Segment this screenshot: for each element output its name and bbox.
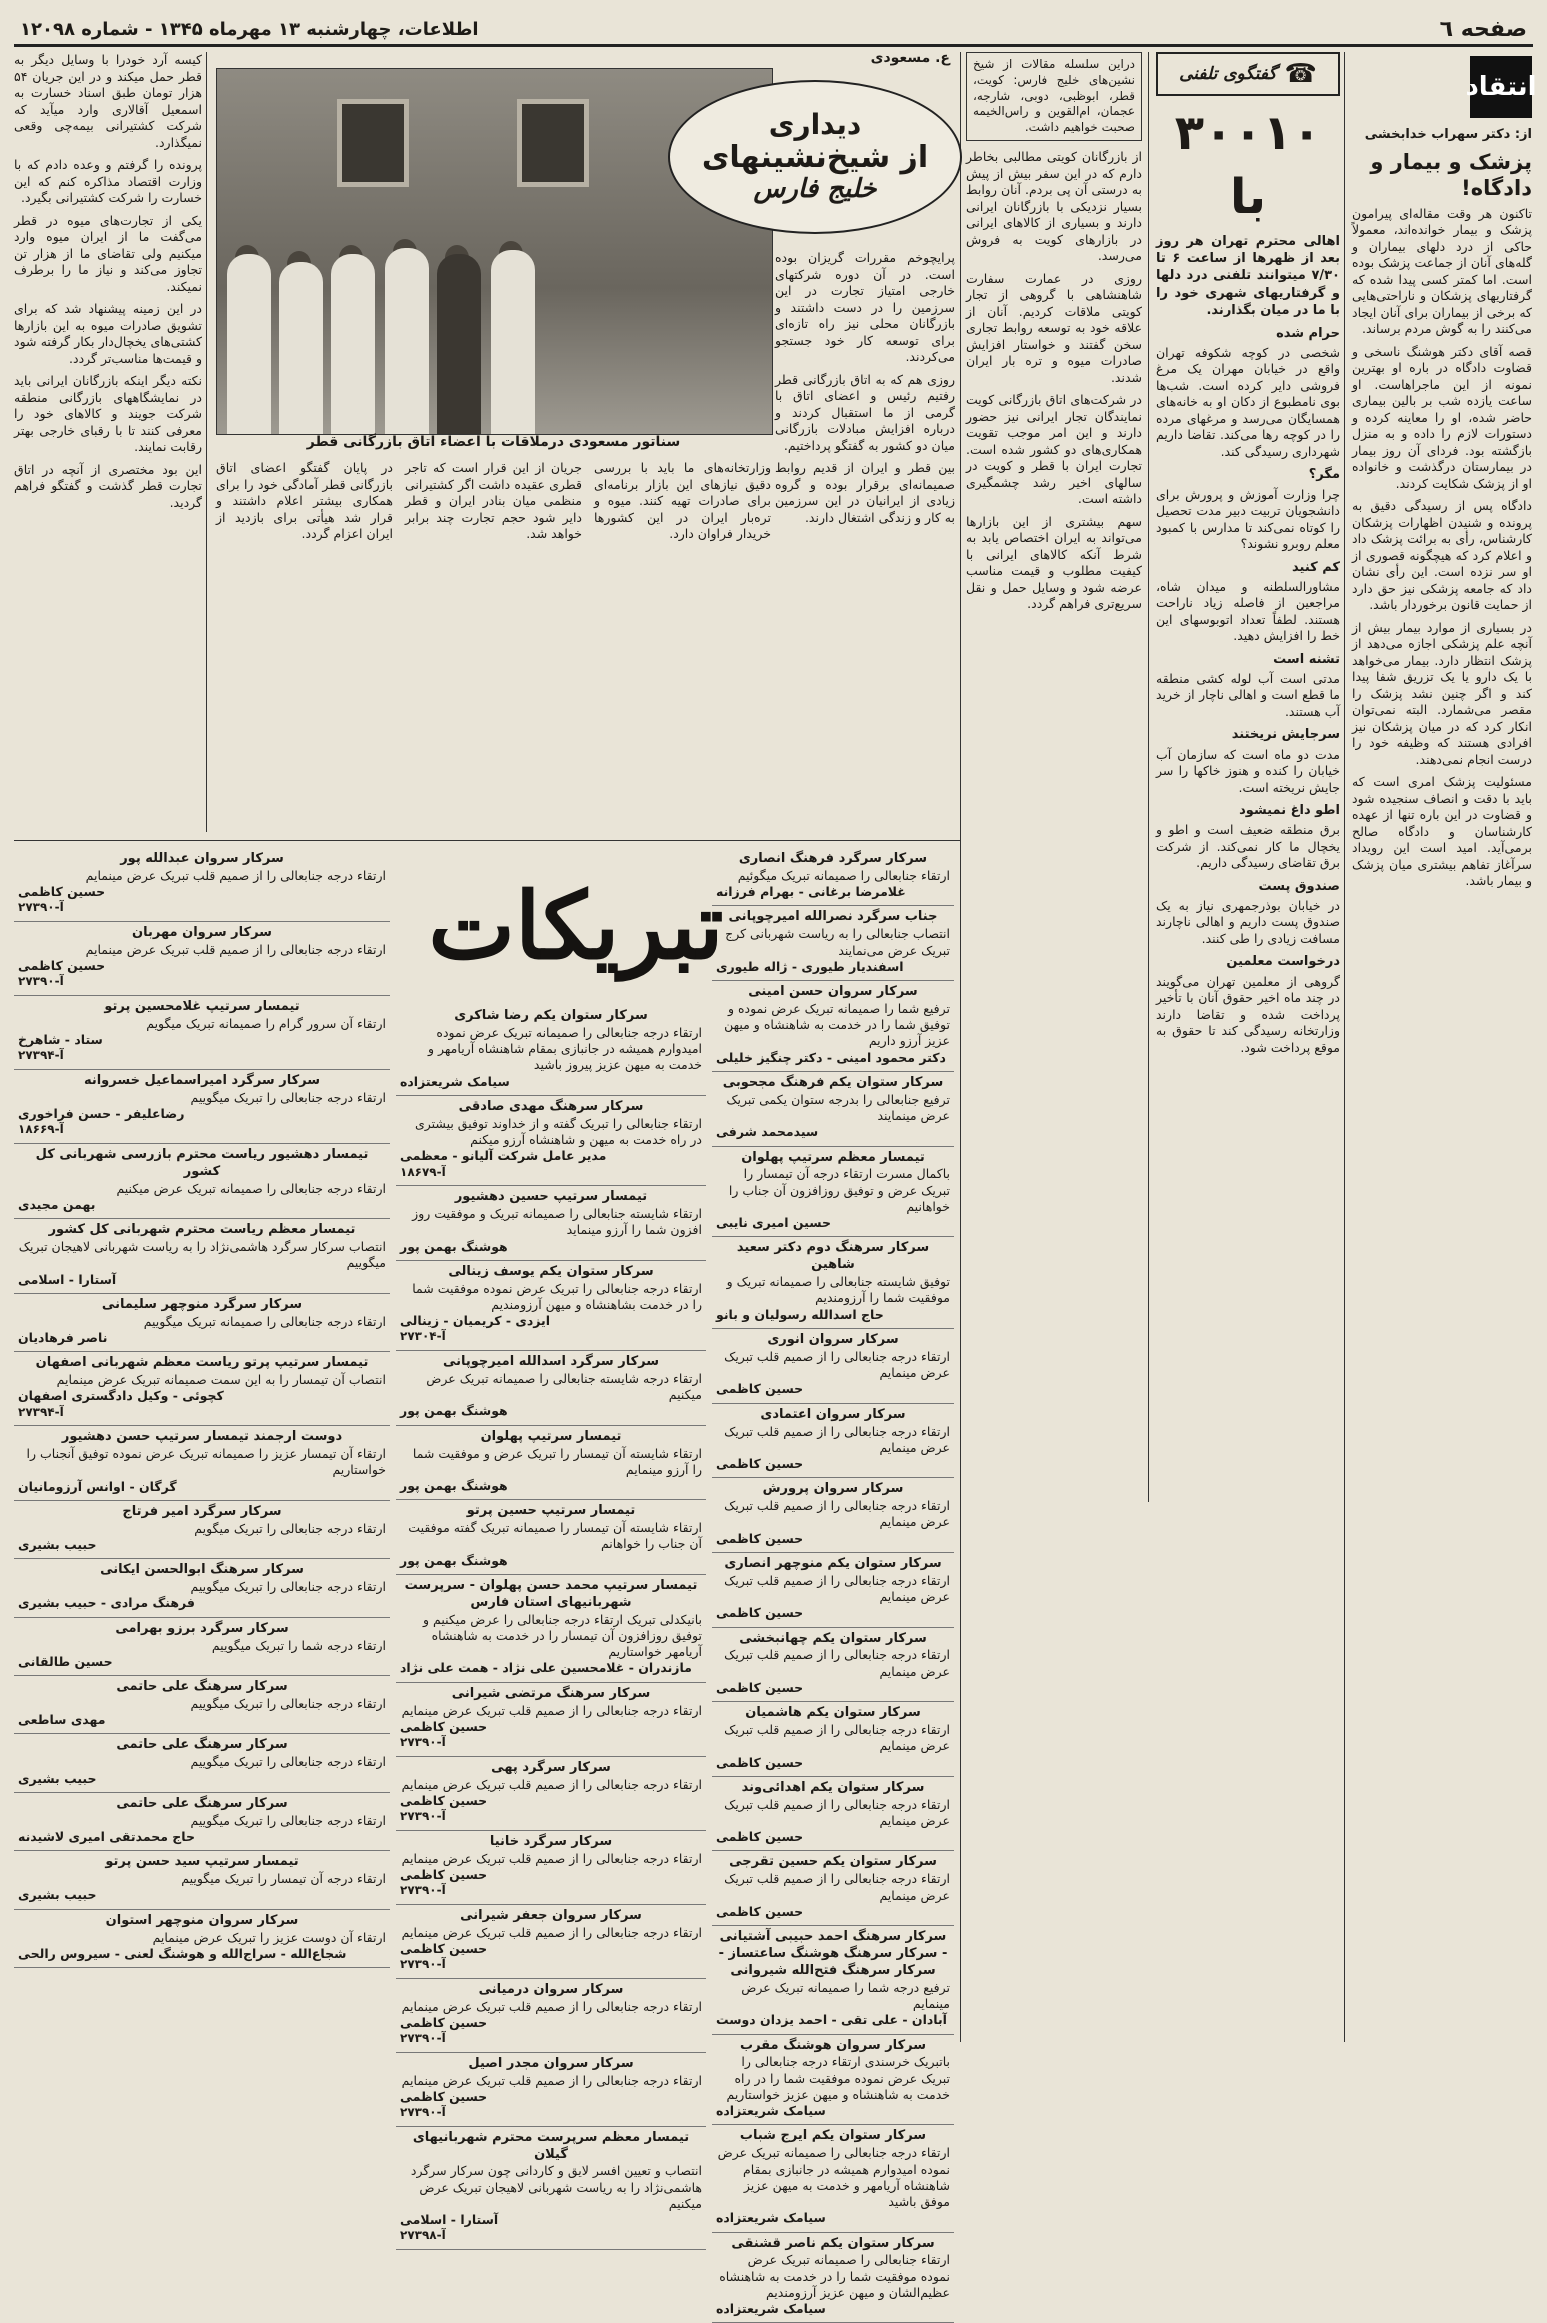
congrats-entry [14,1294,390,1352]
item-text: گروهی از معلمین تهران می‌گویند در چند ماه اخیر حقوق آنان با تأخیر پرداخت شده و تقاضا دارند وزارتخانه رسیدگی کند تا حقوق به موقع پرداخت شود. [1156,973,1340,1055]
entry-title: تیمسار معظم ریاست محترم شهربانی کل کشور [48,1222,356,1238]
entry-signature: بهمن مجیدی [18,1196,96,1212]
item-text: برق منطقه ضعیف است و اطو و یخچال ما کار نمی‌کند. از شرکت برق تقاضای رسیدگی داریم. [1156,822,1340,871]
entry-title: تیمسار سرتیپ سید حسن پرتو [105,1854,299,1870]
phone-banner [1156,52,1340,96]
entry-title: سرکار سرگرد منوچهر سلیمانی [101,1296,303,1312]
series-paragraph: در شرکت‌های اتاق بازرگانی کویت نمایندگان تجار ایرانی نیز حضور دارند و این امر موجب تقویت همکاری‌های دو کشور شده است. تجارت ایران با قطر و کویت در سالهای اخیر رشد چشمگیری داشته است. [966,392,1142,507]
entry-title: سرکار ستوان یکم منوچهر انصاری [724,1555,942,1571]
entry-title: سرکار سروان جعفر شیرانی [460,1907,642,1923]
article-paragraph: در بسیاری از موارد بیمار بیش از آنچه علم پزشکی اجازه می‌دهد از پزشک انتظار دارد. بیمار می‌خواهد با یک دارو یا یک تزریق شفا پیدا کند و اگر چنین نشد پزشک را مقصر می‌شمارد. البته نمی‌توان انکار کرد که در میان پزشکان نیز افرادی هستند که وظیفه خود را درست انجام نمی‌دهند. [1352,619,1532,767]
entry-title: سرکار ستوان یکم هاشمیان [745,1705,921,1721]
series-paragraph: روزی در عمارت سفارت شاهنشاهی با گروهی از تجار کویتی ملاقات کردیم. آنان از علاقه خود به توسعه روابط تجاری سخن گفتند و خواستار افزایش صادرات میوه و تره بار ایران شدند. [966,270,1142,385]
congrats-entry [14,1910,390,1968]
entry-body: ارتقاء درجه جنابعالی را تبریک میگوییم [190,1695,386,1711]
item-head: کم کنید [1292,559,1340,575]
congrats-entry [396,1757,706,1831]
section-rule [14,840,960,841]
left-paragraph: پرونده را گرفتم و وعده دادم که با وزارت اقتصاد مذاکره کنم که این خسارت را شرکت کشتیرانی بگیرد. [14,157,202,205]
entry-title: سرکار سروان منوچهر استوان [105,1912,299,1928]
entry-signature: مهدی ساطعی [18,1712,106,1728]
congrats-entry [14,1426,390,1501]
entry-body: ارتقاء درجه جنابعالی را صمیمانه تبریک عرض نموده امیدوارم همیشه در جانبازی بمقام شاهنشاه آریامهر و خدمت به میهن عزیز پیروز باشید [428,1024,702,1073]
entry-signature: حسین طالقانی [18,1653,113,1669]
entry-body: ارتقاء درجه جنابعالی را از صمیم قلب تبریک عرض مینمایم [401,1702,702,1718]
photo-caption: سناتور مسعودی درملاقات با اعضاء اتاق بازرگانی قطر [306,434,681,450]
entry-signature: هوشنگ بهمن پور [400,1238,508,1254]
congrats-entry [396,1575,706,1683]
congrats-entry [396,1186,706,1261]
entry-title: سرکار ستوان یکم فرهنگ مجحوبی [722,1074,944,1090]
article-author: از: دکتر سهراب خدابخشی [1364,127,1532,142]
entry-body: ارتقاء درجه جنابعالی را از صمیم قلب تبریک عرض مینمایم [724,1722,950,1754]
series-paragraph: از بازرگانان کویتی مطالبی بخاطر دارم که در این سفر بیش از پیش به درستی آن پی بردم. آنان روابط بسیار نزدیکی با بازرگانان ایرانی دارند و بسیاری از کالاهای ایرانی در بازارهای کویت به فروش می‌رسد. [966,149,1142,264]
entry-title: سرکار سروان مهربان [132,924,272,940]
phone-banner-title: گفتگوی تلفنی [1179,63,1277,84]
entry-body: انتصاب سرکار سرگرد هاشمی‌نژاد را به ریاست شهربانی لاهیجان تبریک میگوییم [18,1239,386,1271]
entry-signature: سیامک شریعتزاده [400,1073,510,1089]
entry-signature: گرگان - اوانس آرزومانیان [18,1478,177,1494]
entry-title: تیمسار سرتیپ غلامحسین پرتو [104,998,300,1014]
entry-signature: آبادان - علی تقی - احمد یزدان دوست [716,2012,947,2028]
congrats-entry [396,1905,706,1979]
feature-title-oval [668,80,962,234]
entry-signature: حسین کاظمی [400,1792,488,1808]
congrats-column-left [14,848,390,2038]
entry-signature: سیدمحمد شرفی [716,1124,819,1140]
entry-title: تیمسار سرتیپ پهلوان [480,1428,622,1444]
entry-body: ارتقاء درجه جنابعالی را تبریک میگوییم [190,1089,386,1105]
entry-title: تیمسار سرتیپ حسین دهشیور [454,1189,648,1205]
portrait-frame [517,99,589,187]
entry-signature: آستارا - اسلامی [400,2212,499,2228]
entry-body: ارتقاء درجه جنابعالی را صمیمانه تبریک میگوییم [143,1313,386,1329]
entry-signature: حسین کاظمی [18,884,106,900]
entry-title: سرکار سرهنگ علی حاتمی [116,1679,288,1695]
issue-line: اطلاعات، چهارشنبه ۱۳ مهرماه ۱۳۴۵ - شماره ۱۲۰۹۸ [20,18,479,40]
entry-body: ارتقاء درجه جنابعالی را از صمیم قلب تبریک عرض مینمایم [401,1850,702,1866]
photo-person [227,254,271,434]
entry-signature: سیامک شریعتزاده [716,2301,826,2317]
entry-body: ارتقاء درجه جنابعالی را تبریک میگوییم [190,1754,386,1770]
entry-signature: حاج اسدالله رسولیان و بانو [716,1306,884,1322]
entry-number: آ-۲۷۳۹۰ [400,1883,446,1898]
entry-number: آ-۲۷۳۹۴ [18,1048,64,1063]
entry-number: آ-۲۷۳۹۰ [400,1957,446,1972]
entry-body: ارتقاء جنابعالی را صمیمانه تبریک میگوئیم [737,867,950,883]
congrats-entry [396,1831,706,1905]
entry-title: سرکار سرهنگ احمد حبیبی آشتیانی - سرکار سرهنگ هوشنگ ساعتساز - سرکار سرهنگ فتح‌الله شیروانی [718,1929,948,1978]
entry-title: سرکار سرگرد اسدالله امیرچوپانی [442,1354,660,1369]
article-paragraph: مسئولیت پزشک امری است که باید با دقت و انصاف سنجیده شود و قضاوت در این باره تنها از عهده کارشناسان و دادگاه صالح برمی‌آید. امید است این رویداد سرآغاز تفاهم بیشتری میان پزشک و بیمار باشد. [1352,774,1532,889]
entry-signature: رضاعلیفر - حسن فراخوری [18,1106,185,1122]
entry-signature: حسین کاظمی [400,1940,488,1956]
entry-title: سرکار سروان پرورش [762,1481,904,1497]
congrats-entry [14,848,390,922]
item-text: مدت دو ماه است که سازمان آب خیابان را کنده و هنوز خاکها را سر جایش نریخته است. [1156,746,1340,795]
article-paragraph: قصه آقای دکتر هوشنگ ناسخی و قضاوت دادگاه در باره او بهترین نمونه از این ماجراهاست. او ساعت یازده شب بر بالین بیماری حاضر شده، او را معاینه کرده و دستورات لازم را داده و به منزل بازگشته بود. فردای آن روز بیمار در بیمارستان درگذشت و خانواده او از پزشک شکایت کردند. [1352,343,1532,491]
entry-signature: حسین کاظمی [400,1718,488,1734]
entry-body: ارتقاء درجه جنابعالی را از صمیم قلب تبریک عرض مینمایم [724,1796,950,1828]
entry-body: ارتقاء درجه جنابعالی را از صمیم قلب تبریک عرض مینمایم [401,1998,702,2014]
entry-signature: حسین کاظمی [716,1829,804,1845]
entry-number: آ-۲۷۳۹۰ [18,974,64,989]
entry-title: سرکار سرگرد فرهنگ انصاری [738,851,928,866]
congrats-entry [14,1070,390,1144]
congrats-entry [396,1351,706,1426]
entry-signature: اسفندیار طیوری - ژاله طیوری [716,958,904,974]
left-paragraph: یکی از تجارت‌های میوه در قطر می‌گفت ما از ایران میوه وارد میکنیم ولی تقاضای ما از هزار تن تجاوز می‌کند و نیاز ما را برطرف نمیکند. [14,212,202,294]
entry-body: ارتقاء جنابعالی را صمیمانه تبریک عرض نموده موفقیت شما را در خدمت به شاهنشاه عظیم‌الشان و میهن عزیز آرزومندیم [719,2252,950,2300]
photo-person [279,262,323,434]
entry-signature: مازندران - غلامحسین علی نژاد - همت علی نژاد [400,1660,692,1676]
item-head: اطو داغ نمیشود [1239,803,1340,819]
congrats-entry [712,1851,954,1926]
photo-person [437,254,481,434]
entry-body: انتصاب آن تیمسار را به این سمت صمیمانه تبریک عرض مینمایم [56,1372,386,1388]
congrats-entry [712,1329,954,1404]
entry-body: ترفیع شما را صمیمانه تبریک عرض نموده و توفیق شما را در خدمت به شاهنشاه و میهن عزیز آرزو داریم [724,1000,950,1049]
congrats-entry [396,1261,706,1351]
left-paragraph: این بود مختصری از آنچه در اتاق تجارت قطر گذشت و گفتگو فراهم گردید. [14,461,202,510]
congrats-entry [712,1237,954,1329]
congrats-entry [14,1618,390,1676]
entry-title: سرکار سروان اعتمادی [760,1406,906,1422]
entry-title: سرکار سرگرد خانیا [489,1833,613,1849]
entry-signature: شجاع‌الله - سراج‌الله و هوشنگ لعنی - سیروس رالحی [18,1945,347,1961]
entry-signature: ستاد - شاهرخ [18,1032,103,1048]
entry-signature: سیامک شریعتزاده [716,2210,826,2226]
entry-body: ارتقاء جنابعالی را تبریک گفته و از خداوند توفیق بیشتری در راه خدمت به میهن و شاهنشاه آرزو میکنم [414,1115,702,1148]
entry-body: انتصاب و تعیین افسر لایق و کاردانی چون سرکار سرگرد هاشمی‌نژاد را به ریاست شهربانی لاهیجان تبریک عرض میکنیم [410,2163,702,2211]
congrats-column-right [712,848,954,2317]
congrats-entry [396,1683,706,1757]
entry-body: ارتقاء شایسته جنابعالی را صمیمانه تبریک و موفقیت روز افزون شما را آرزو مینماید [412,1206,702,1238]
entry-signature: حسین کاظمی [716,1456,804,1472]
entry-title: سرکار سرهنگ مهدی صادقی [458,1098,644,1114]
entry-signature: حسین کاظمی [716,1903,804,1919]
entry-body: ارتقاء درجه شما را تبریک میگوییم [211,1637,386,1653]
entry-title: سرکار سروان حسن امینی [748,984,918,1000]
feature-paragraph: پرایچوخم مقررات گریزان بوده است. در آن دوره شرکتهای خارجی امتیاز تجارت در این سرزمین را در دست داشتند و بازرگانان محلی نیز راه تازه‌ای برای توسعه کار خود جستجو می‌کردند. [775,250,955,364]
entry-number: آ-۲۷۳۹۰ [400,1735,446,1750]
column-phone-talk [1156,52,1340,2042]
entry-body: ارتقاء درجه جنابعالی را از صمیم قلب تبریک عرض مینمایم [401,1924,702,1940]
entry-title: دوست ارجمند تیمسار سرتیپ حسن دهشیور [61,1429,343,1445]
entry-title: سرکار سرگرد امیر فرتاج [122,1503,282,1519]
entry-signature: حسین کاظمی [716,1381,804,1397]
portrait-frame [337,99,409,187]
entry-number: آ-۲۷۳۹۰ [400,2031,446,2046]
entry-signature: سیامک شریعتزاده [716,2103,826,2119]
feature-title-line: خلیج فارس [753,174,877,205]
entry-title: سرکار ستوان یکم یوسف زینالی [448,1263,654,1279]
entry-signature: هوشنگ بهمن پور [400,1478,508,1494]
entry-title: تیمسار سرتیپ پرتو ریاست معظم شهربانی اصفهان [35,1355,369,1371]
entry-title: تیمسار سرتیپ محمد حسن پهلوان - سرپرست شهربانیهای استان فارس [404,1577,698,1610]
entry-title: سرکار سرگرد برزو بهرامی [115,1620,289,1636]
entry-title: سرکار سرهنگ علی حاتمی [116,1795,288,1811]
congrats-entry [396,1005,706,1096]
entry-title: سرکار ستوان یکم حسین تقرجی [729,1854,937,1870]
entry-body: ترفیع جنابعالی را بدرجه ستوان یکمی تبریک عرض مینمایند [726,1091,950,1124]
item-head: درخواست معلمین [1226,954,1340,970]
entry-signature: ناصر فرهادیان [18,1330,108,1345]
entry-signature: حسین کاظمی [716,1530,804,1546]
entry-number: آ-۲۷۳۰۴ [400,1329,446,1344]
entry-body: ارتقاء شایسته آن تیمسار را صمیمانه تبریک گفته موفقیت آن جناب را خواهانم [408,1520,702,1552]
entry-body: ارتقاء درجه جنابعالی را صمیمانه تبریک عرض میکنیم [116,1180,386,1196]
item-text: مدتی است آب لوله کشی منطقه ما قطع است و اهالی ناچار از خرید آب هستند. [1156,670,1340,719]
column-critique [1352,52,1537,2042]
entry-title: تیمسار معظم سرتیپ پهلوان [741,1149,925,1165]
congrats-column-mid [396,1005,706,2243]
entry-signature: کچوئی - وکیل دادگستری اصفهان [18,1388,224,1404]
feature-paragraph: روزی هم که به اتاق بازرگانی قطر رفتیم رئیس و اعضای اتاق با گرمی از ما استقبال کردند و درباره افزایش مبادلات بازرگانی میان دو کشور به گفتگو پرداختیم. [775,371,955,453]
congrats-entry [712,2233,954,2323]
entry-signature: فرهنگ مرادی - حبیب بشیری [18,1595,195,1611]
entry-signature: حبیب بشیری [18,1887,97,1903]
photo-person [385,248,429,434]
entry-title: تیمسار دهشیور ریاست محترم بازرسی شهربانی کل کشور [35,1146,369,1179]
entry-title: تیمسار سرتیپ حسین پرتو [466,1503,636,1519]
entry-title: سرکار ستوان یکم اهدائی‌وند [741,1779,925,1795]
entry-body: ارتقاء شایسته آن تیمسار را تبریک عرض و موفقیت شما را آرزو مینمایم [412,1445,702,1477]
entry-body: ارتقاء درجه جنابعالی را از صمیم قلب تبریک عرض مینمایم [724,1423,950,1455]
entry-number: آ-۲۷۳۹۸ [400,2228,446,2243]
series-note-box: دراین سلسله مقالات از شیخ نشین‌های خلیج فارس: کویت، قطر، ابوظبی، دوبی، شارجه، عجمان، ام‌القوین و راس‌الخیمه صحبت خواهیم داشت. [966,52,1142,141]
congrats-entry [14,1219,390,1294]
feature-body-a [775,250,955,830]
congrats-entry [14,1501,390,1559]
entry-title: سرکار سروان درمیانی [478,1981,624,1997]
congrats-entry [396,2127,706,2250]
entry-title: سرکار ستوان یکم ناصر قشنقی [731,2235,935,2251]
item-head: صندوق پست [1258,878,1340,894]
article-paragraph: تاکنون هر وقت مقاله‌ای پیرامون پزشک و بیمار خوانده‌اند، معمولاً حاکی از درد دلهای بیماران و گله‌های آنان از جماعت پزشک بوده است. اما کمتر کسی پیدا شده که گرفتاریهای پزشکان و ناراحتی‌هایی که برخی از بیماران برای آنان ایجاد می‌کنند را به گوش مردم برساند. [1352,205,1532,337]
congrats-entry [14,1144,390,1219]
left-paragraph: در این زمینه پیشنهاد شد که برای تشویق صادرات میوه به این بازارها کشتی‌های یخچال‌دار بکار گرفته شود و قیمت‌ها مناسب‌تر گردد. [14,301,202,366]
congrats-entry [14,1851,390,1909]
item-head: حرام شده [1276,325,1340,341]
entry-title: سرکار سرهنگ علی حاتمی [116,1737,288,1753]
item-text: شخصی در کوچه شکوفه تهران واقع در خیابان مهران یک مرغ فروشی دایر کرده است. شب‌ها بوی نامطبوع از دکان او به خانه‌های همسایگان می‌رسد و مرغهای مرده را در کوچه رها می‌کند. تقاضا داریم شهرداری رسیدگی کند. [1156,344,1340,459]
entry-body: ارتقاء درجه جنابعالی را تبریک میگوییم [190,1579,386,1595]
congrats-entry [396,1979,706,2053]
entry-body: ارتقاء درجه جنابعالی را از صمیم قلب تبریک عرض مینمایم [724,1348,950,1381]
entry-signature: حسین کاظمی [400,1866,488,1882]
entry-signature: حسین کاظمی [716,1679,804,1695]
congrats-entry [712,981,954,1072]
congrats-entry [712,1553,954,1628]
entry-body: ترفیع درجه شما را صمیمانه تبریک عرض مینمایم [741,1979,950,2012]
congrats-entry [14,1352,390,1426]
phone-number: ۳۰۰۱۰ با [1174,105,1322,225]
feature-paragraph: جریان از این قرار است که تاجر قطری عقیده داشت اگر کشتیرانی منظمی میان بنادر ایران و قطر دایر شود حجم تجارت چند برابر خواهد شد. [405,460,582,541]
entry-body: ارتقاء آن سرور گرام را صمیمانه تبریک میگویم [146,1015,386,1031]
congrats-entry [14,922,390,996]
entry-number: آ-۲۷۳۹۰ [18,900,64,915]
entry-body: ارتقاء درجه جنابعالی را از صمیم قلب تبریک عرض مینمایم [724,1498,950,1530]
feature-paragraph: وزارتخانه‌های ما باید با بررسی دقیق نیازهای این بازار برنامه‌ای برای صادرات تهیه کنند. میوه و تره‌بار ایران در این کشورها خریدار فراوان دارد. [594,460,771,541]
entry-body: ارتقاء درجه جنابعالی را از صمیم قلب تبریک عرض مینمایم [724,1871,950,1903]
entry-number: آ-۱۸۶۷۹ [400,1164,446,1179]
congrats-entry [712,1478,954,1553]
entry-body: ارتقاء درجه جنابعالی را از صمیم قلب تبریک عرض مینمایم [724,1647,950,1679]
entry-title: سرکار ستوان یکم ایرج شباب [739,2128,927,2144]
entry-body: توفیق شایسته جنابعالی را صمیمانه تبریک و موفقیت شما را آرزومندیم [726,1274,950,1306]
entry-body: ارتقاء درجه جنابعالی را تبریک میگوییم [190,1812,386,1828]
congrats-entry [14,1734,390,1792]
item-text: در خیابان بوذرجمهری نیاز به یک صندوق پست داریم و اهالی ناچارند مسافت زیادی را طی کنند. [1156,897,1340,946]
feature-author: ع. مسعودی [870,50,950,66]
entry-body: ارتقاء درجه جنابعالی را از صمیم قلب تبریک عرض مینمایم [85,941,386,957]
congrats-entry [712,2035,954,2126]
telephone-icon: ☎ [1284,59,1317,89]
feature-paragraph: بین قطر و ایران از قدیم روابط صمیمانه‌ای برقرار بوده و گروه زیادی از ایرانیان در این سرزمین به کار و زندگی اشتغال دارند. [775,460,955,525]
entry-number: آ-۱۸۶۶۹ [18,1122,64,1137]
entry-title: سرکار سروان عبدالله پور [120,851,284,866]
congrats-entry [712,1702,954,1777]
entry-body: انتصاب جنابعالی را به ریاست شهربانی کرج تبریک عرض می‌نمایند [725,926,950,958]
entry-title: سرکار سرگرد امیراسماعیل خسروانه [83,1072,321,1088]
entry-body: باکمال مسرت ارتقاء درجه آن تیمسار را تبریک عرض و توفیق روزافزون آن جناب را خواهانیم [728,1166,950,1214]
entry-body: ارتقاء درجه جنابعالی را تبریک میگویم [194,1520,386,1536]
entry-title: سرکار سرگرد پهی [491,1759,611,1775]
entry-title: سرکار سروان هوشنگ مقرب [740,2037,926,2053]
series-paragraph: سهم بیشتری از این بازارها می‌تواند به ایران اختصاص یابد به شرط آنکه کالاهای ایرانی با کیفیت مطلوب و قیمت مناسب عرضه شود و وسایل حمل و نقل سریع‌تری فراهم گردد. [966,513,1142,612]
congrats-entry [712,2125,954,2232]
congrats-entry [712,1628,954,1703]
congrats-entry [712,1926,954,2034]
column-separator [960,52,961,2042]
page-number: صفحه ٦ [1439,16,1527,42]
congrats-entry [396,1426,706,1501]
entry-body: ارتقاء درجه جنابعالی را از صمیم قلب تبریک عرض مینمایم [724,1572,950,1605]
article-headline: پزشک و بیمار و دادگاه! [1370,150,1532,201]
entry-body: ارتقاء آن تیمسار عزیز را صمیمانه تبریک عرض نموده توفیق آنجناب را خواستاریم [26,1446,386,1478]
entry-signature: هوشنگ بهمن پور [400,1552,508,1568]
entry-signature: حسین کاظمی [716,1754,804,1770]
feature-paragraph: در پایان گفتگو اعضای اتاق بازرگانی قطر آمادگی خود را برای همکاری بیشتر اعلام داشتند و قرار شد هیأتی برای بازدید از ایران اعزام گردد. [216,460,393,541]
entry-signature: هوشنگ بهمن پور [400,1403,508,1419]
entry-signature: دکتر محمود امینی - دکتر چنگیز خلیلی [716,1049,946,1065]
congrats-entry [712,906,954,981]
entry-title: سرکار سرهنگ ابوالحسن ایکانی [100,1562,304,1578]
item-head: تشنه است [1273,651,1340,667]
item-text: مشاورالسلطنه و میدان شاه، مراجعین از فاصله زیاد ناراحت هستند. لطفاً تعداد اتوبوسهای این خط را افزایش دهید. [1156,578,1340,644]
left-paragraph: کیسه آرد خودرا با وسایل دیگر به قطر حمل میکند و در این جریان ۵۴ هزار تومان طبق اسناد خسارت به اسمعیل آقالاری وارد میآید که شرکت کشتیرانی بیمه‌چی وقعی نمیگذارد. [14,52,202,150]
entry-body: ارتقاء درجه جنابعالی را تبریک عرض نموده موفقیت شما را در خدمت بشاهنشاه و میهن آرزومندیم [412,1280,702,1312]
entry-signature: حسین کاظمی [18,958,106,974]
congrats-entry [396,1096,706,1186]
entry-title: تیمسار معظم سرپرست محترم شهربانیهای گیلان [412,2129,690,2162]
entry-signature: مدیر عامل شرکت آلیانو - معظمی [400,1148,607,1164]
congrats-entry [712,1404,954,1479]
feature-title-line: از شیخ‌نشینهای [701,139,929,175]
entry-body: بانیکدلی تبریک ارتقاء درجه جنابعالی را عرض میکنیم و توفیق روزافزون آن تیمسار را در خدمت به شاهنشاه آریامهر خواستاریم [423,1611,702,1660]
phone-intro: اهالی محترم تهران هر روز بعد از ظهرها از ساعت ۶ تا ۷/۳۰ میتوانند تلفنی درد دلها و گرفتاریهای شهری خود را با ما در میان بگذارند. [1156,234,1340,318]
congrats-entry [396,2053,706,2127]
item-text: چرا وزارت آموزش و پرورش برای دانشجویان تربیت دبیر مدت تحصیل را کوتاه نمی‌کند تا مدارس با کمبود معلم روبرو نشوند؟ [1156,486,1340,552]
entry-signature: حسین کاظمی [400,2014,488,2030]
entry-number: آ-۲۷۳۹۴ [18,1404,64,1419]
photo-person [331,254,375,434]
congrats-entry [14,1793,390,1851]
entry-title: سرکار سرهنگ دوم دکتر سعید شاهین [736,1240,930,1273]
congrats-entry [712,848,954,906]
entry-number: آ-۲۷۳۹۰ [400,1809,446,1824]
column-separator [1148,52,1149,1502]
congrats-entry [14,1559,390,1617]
entry-title: سرکار ستوان یکم چهانبخشی [739,1630,927,1646]
congratulations-heading: تبریکات [428,872,724,980]
congrats-entry [14,1676,390,1734]
column-separator [1344,52,1345,2042]
entry-title: جناب سرگرد نصرالله امیرچوپانی [728,909,938,925]
entry-body: ارتقاء درجه شایسته جنابعالی را صمیمانه تبریک عرض میکنیم [426,1370,702,1403]
item-head: سرجایش نریختند [1231,727,1340,743]
column-left-upper [14,52,202,832]
entry-body: ارتقاء درجه جنابعالی را از صمیم قلب تبریک عرض مینمایم [401,2072,702,2088]
entry-title: سرکار ستوان یکم رضا شاکری [454,1008,648,1023]
column-logo: انتقاد [1470,56,1532,118]
feature-body-b [216,460,771,832]
entry-title: سرکار سرهنگ مرتضی شیرانی [451,1685,651,1701]
entry-signature: حاج محمدتقی امیری لاشیدنه [18,1828,196,1844]
masthead [14,14,1533,47]
entry-body: ارتقاء درجه آن تیمسار را تبریک میگوییم [181,1871,386,1887]
congrats-entry [396,1500,706,1575]
feature-title-line: دیداری [768,107,862,141]
congrats-entry [712,1072,954,1147]
entry-signature: آستارا - اسلامی [18,1271,117,1287]
entry-body: باتبریک خرسندی ارتقاء درجه جنابعالی را تبریک عرض نموده موفقیت شما را در راه خدمت به شاهنشاه و میهن عزیز خواستاریم [726,2054,950,2102]
column-separator [206,52,207,832]
item-head: مگر؟ [1308,467,1340,483]
entry-signature: حبیب بشیری [18,1770,97,1786]
entry-body: ارتقاء درجه جنابعالی را صمیمانه تبریک عرض نموده امیدوارم همیشه در جانبازی بمقام شاهنشاه آریامهر و خدمت به میهن عزیز موفق باشید [717,2145,950,2210]
entry-title: سرکار سروان مجدر اصیل [468,2055,634,2071]
entry-signature: غلامرضا برغانی - بهرام فرزانه [716,884,906,900]
left-paragraph: نکته دیگر اینکه بازرگانان ایرانی باید در نمایشگاههای بازرگانی منطقه شرکت جویند و کالاهای خود را معرفی کنند تا با رقبای خارجی بهتر رقابت نمایند. [14,373,202,454]
congrats-entry [712,1777,954,1852]
entry-signature: حسین کاظمی [400,2088,488,2104]
entry-title: سرکار سروان انوری [767,1331,899,1347]
congrats-entry [712,1147,954,1238]
article-paragraph: دادگاه پس از رسیدگی دقیق به پرونده و شنیدن اظهارات پزشکان کارشناس، رأی به برائت پزشک داد و اعلام کرد که هیچگونه قصوری از او سر نزده است. این رأی نشان داد که جامعه پزشکی نیز حق دارد از حمایت قانون برخوردار باشد. [1352,498,1532,613]
entry-signature: ایزدی - کریمیان - زینالی [400,1313,551,1329]
entry-signature: حسین کاظمی [716,1605,804,1621]
photo-person [491,250,535,434]
congrats-entry [14,996,390,1070]
column-series [966,52,1142,1502]
entry-body: ارتقاء آن دوست عزیز را تبریک عرض مینمایم [152,1929,386,1945]
entry-body: ارتقاء درجه جنابعالی را از صمیم قلب تبریک عرض مینمایم [401,1776,702,1792]
entry-body: ارتقاء درجه جنابعالی را از صمیم قلب تبریک عرض مینمایم [85,867,386,883]
entry-number: آ-۲۷۳۹۰ [400,2105,446,2120]
entry-signature: حسین امیری نایبی [716,1215,831,1231]
entry-signature: حبیب بشیری [18,1537,97,1553]
